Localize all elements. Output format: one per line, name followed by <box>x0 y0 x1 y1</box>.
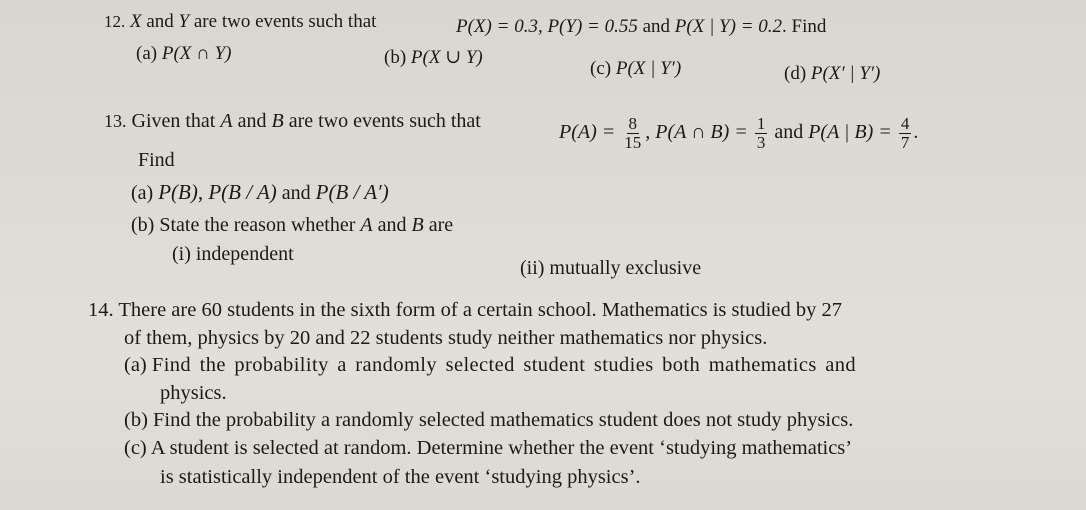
q14-part-c-label: (c) <box>124 437 147 459</box>
q12-px: P(X) = 0.3 <box>456 16 538 37</box>
q12-and: and <box>642 16 671 37</box>
q14-stem-line1: There are 60 students in the sixth form of a certain school. Mathematics is studied by 27 <box>118 299 842 321</box>
q12-part-c-expr: P(X | Y′) <box>615 58 682 79</box>
q13-part-a-and: and <box>281 182 311 204</box>
q12-part-b-label: (b) <box>384 47 407 68</box>
q12-part-c-label: (c) <box>590 58 612 79</box>
q13-part-b-text2: are <box>428 214 454 236</box>
q13-part-b <box>131 215 453 235</box>
q13-stem-and: and <box>237 110 267 132</box>
q13-part-b-var-b: B <box>411 214 424 236</box>
q14-line1 <box>88 300 842 321</box>
q13-sep1: , <box>645 120 651 143</box>
q13-number: 13. <box>104 111 127 131</box>
q13-end: . <box>913 120 919 143</box>
q13-given <box>559 115 918 152</box>
q12-sep1: , <box>537 16 543 37</box>
q12-stem <box>104 12 376 31</box>
q12-word-and: and <box>146 11 174 32</box>
q14-number: 14. <box>88 299 114 321</box>
q12-part-d-label: (d) <box>784 63 807 84</box>
q13-var-a: A <box>220 110 233 132</box>
q13-pab-fraction <box>755 115 768 152</box>
q14-part-b-line1: Find the probability a randomly selected mathematics student does not study physics. <box>153 409 854 431</box>
q12-number: 12. <box>104 12 126 31</box>
q12-part-b-expr: P(X ∪ Y) <box>410 47 483 68</box>
q13-part-a-expr2: P(B / A′) <box>315 180 389 204</box>
q13-part-a-label: (a) <box>131 182 154 204</box>
q14-line2: of them, physics by 20 and 22 students study neither mathematics nor physics. <box>124 327 768 349</box>
q13-part-b-label: (b) <box>131 214 155 236</box>
q14-part-c-line1: A student is selected at random. Determine whether the event ‘studying mathematics’ <box>150 437 853 459</box>
q13-pagb-denominator: 7 <box>900 132 910 152</box>
q12-part-a-expr: P(X ∩ Y) <box>161 43 232 64</box>
q12-part-c <box>590 59 681 78</box>
q12-part-a <box>136 44 232 63</box>
q13-part-a-expr1: P(B), P(B / A) <box>158 180 277 204</box>
q13-pa-numerator: 8 <box>628 114 637 133</box>
q14-part-b <box>124 410 853 431</box>
q12-var-x: X <box>130 11 142 32</box>
q13-find: Find <box>138 149 175 171</box>
q13-part-b-var-a: A <box>360 214 373 236</box>
q13-pagb-fraction <box>899 115 912 152</box>
q12-py: P(Y) = 0.55 <box>547 16 638 37</box>
q13-stem <box>104 111 481 131</box>
q14-part-c <box>124 438 852 459</box>
q13-pagb-numerator: 4 <box>900 114 910 133</box>
q13-sub-ii: (ii) mutually exclusive <box>520 257 702 279</box>
q13-stem-b: are two events such that <box>288 110 481 132</box>
q13-part-b-text1: State the reason whether <box>159 214 356 236</box>
q14-part-a-line1: Find the probability a randomly selected student studies both mathematics and <box>151 354 857 376</box>
q12-part-d <box>784 64 880 83</box>
q12-part-b <box>384 48 483 67</box>
q13-pa-lhs: P(A) = <box>559 120 616 143</box>
q13-sub-i: (i) independent <box>172 243 294 265</box>
q14-part-a <box>124 355 856 376</box>
q12-stem-text: are two events such that <box>193 11 377 32</box>
q12-part-a-label: (a) <box>136 43 158 64</box>
q12-part-d-expr: P(X′ | Y′) <box>810 63 881 84</box>
q13-part-a <box>131 182 389 203</box>
q14-part-c-line2: is statistically independent of the event ‘studying physics’. <box>160 466 641 488</box>
q13-pab-numerator: 1 <box>756 114 766 133</box>
q14-part-b-label: (b) <box>124 409 148 431</box>
q12-find: . Find <box>782 16 827 37</box>
q13-pa-denominator: 15 <box>624 132 642 152</box>
q13-pab-denominator: 3 <box>756 132 766 152</box>
q13-stem-a: Given that <box>131 110 216 132</box>
q13-and: and <box>774 120 804 143</box>
q14-part-a-line2: physics. <box>160 382 227 404</box>
q12-given <box>456 17 826 36</box>
q13-pagb-lhs: P(A | B) = <box>808 120 892 143</box>
q13-pa-fraction <box>622 115 643 152</box>
q12-var-y: Y <box>178 11 190 32</box>
q14-part-a-label: (a) <box>124 354 147 376</box>
q13-pab-lhs: P(A ∩ B) = <box>655 120 748 143</box>
q12-pxy: P(X | Y) = 0.2 <box>674 16 783 37</box>
q13-var-b: B <box>271 110 284 132</box>
q13-part-b-and: and <box>377 214 407 236</box>
